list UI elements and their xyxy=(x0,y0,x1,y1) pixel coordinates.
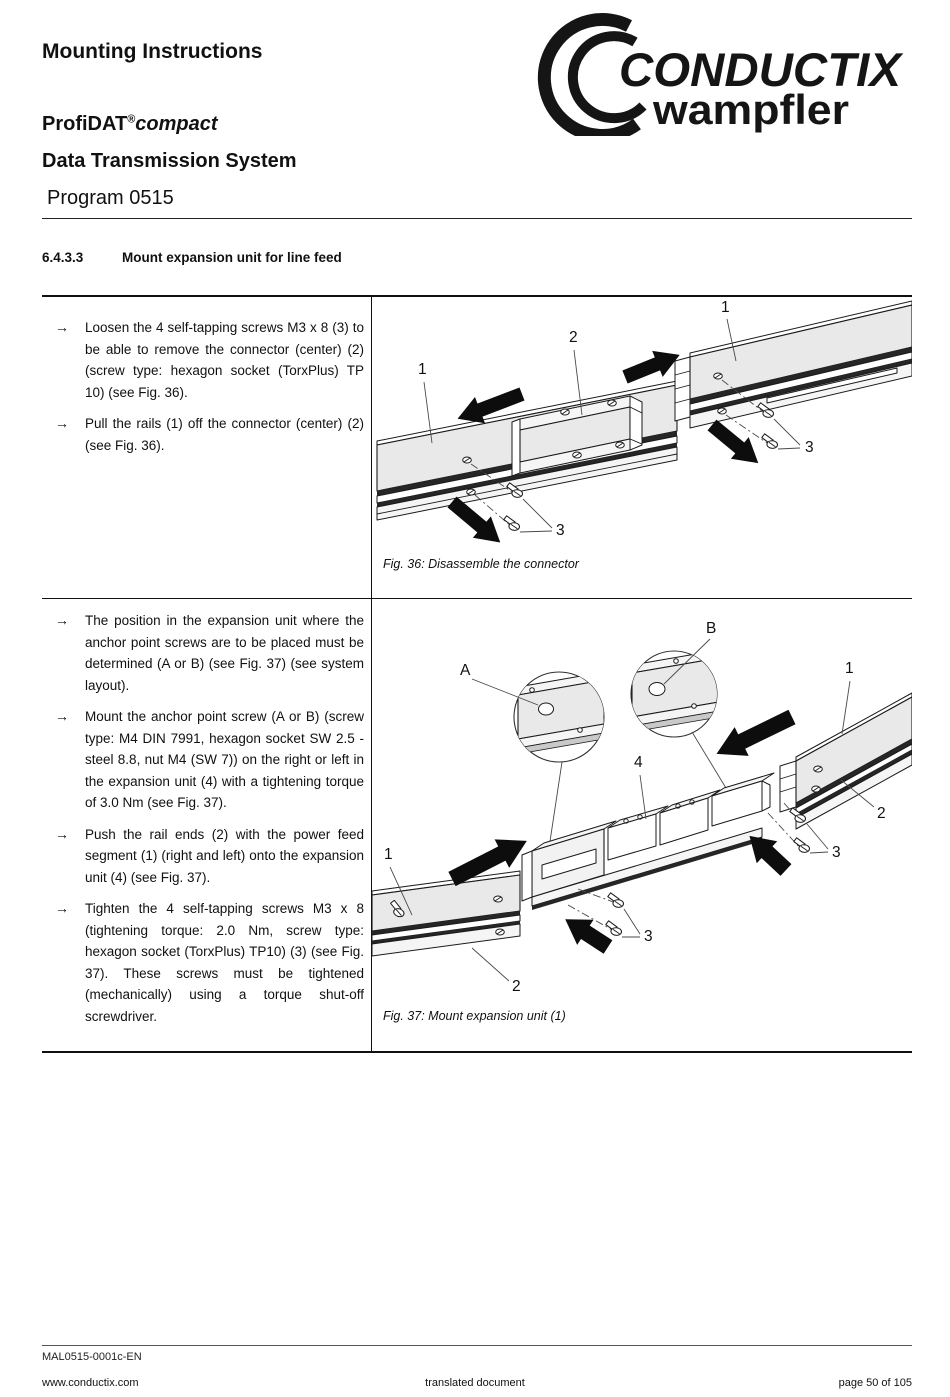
arrow-bullet-icon: → xyxy=(55,900,69,916)
fig36-label-rail-right: 1 xyxy=(721,299,730,316)
instruction-step xyxy=(55,824,364,889)
fig36-label-rail-left: 1 xyxy=(418,361,427,378)
instruction-table xyxy=(42,295,912,1053)
fig37-label-expansion-unit: 4 xyxy=(634,754,643,771)
instruction-cell-row2 xyxy=(42,599,372,1053)
fig37-label-rail-right-lower: 2 xyxy=(877,805,886,822)
step-text: Loosen the 4 self-tapping screws M3 x 8 (3) to be able to remove the connector (center) (2) (screw type: hexagon socket (TorxPlus) TP 10) (see Fig. 36). xyxy=(85,320,364,400)
fig36-label-screws-right: 3 xyxy=(805,439,814,456)
instruction-step xyxy=(55,317,364,403)
table-row xyxy=(42,297,912,599)
anchor-hole-b xyxy=(649,683,665,696)
step-text: Mount the anchor point screw (A or B) (screw type: M4 DIN 7991, hexagon socket SW 2.5 - steel 8.8, nut M4 (SW 7)) on the right or left in the expansion unit (4) with a tightening torque of 3.0 Nm (see Fig. 37). xyxy=(85,709,364,810)
anchor-hole-a xyxy=(539,703,554,715)
fig37-label-rail-left-lower: 2 xyxy=(512,978,521,995)
conductix-wampfler-logo xyxy=(533,12,911,136)
footer-website: www.conductix.com xyxy=(42,1377,139,1389)
fig37-label-detail-b: B xyxy=(706,620,717,637)
footer-page-number: page 50 of 105 xyxy=(838,1377,912,1389)
step-text: Push the rail ends (2) with the power feed segment (1) (right and left) onto the expansion unit (4) (see Fig. 37). xyxy=(85,826,364,885)
product-title xyxy=(42,113,218,136)
product-subtitle: Data Transmission System xyxy=(42,150,297,172)
table-row xyxy=(42,599,912,1053)
arrow-bullet-icon: → xyxy=(55,708,69,724)
registered-mark: ® xyxy=(127,113,136,126)
fig37-expansion-unit xyxy=(522,773,774,910)
fig36-label-screws-left: 3 xyxy=(556,522,565,539)
fig37-caption: Fig. 37: Mount expansion unit (1) xyxy=(383,1009,566,1023)
fig36-caption: Fig. 36: Disassemble the connector xyxy=(383,557,579,571)
fig37-label-detail-a: A xyxy=(460,662,471,679)
fig37-label-screws-bottom: 3 xyxy=(644,928,653,945)
step-text: Pull the rails (1) off the connector (center) (2) (see Fig. 36). xyxy=(85,416,364,453)
product-variant: compact xyxy=(135,113,218,135)
arrow-bullet-icon: → xyxy=(55,825,69,842)
fig37-right-rail xyxy=(780,693,912,829)
instruction-step xyxy=(55,898,364,1027)
fig37-label-screws-right: 3 xyxy=(832,844,841,861)
fig37-label-rail-right: 1 xyxy=(845,660,854,677)
fig36-illustration xyxy=(372,297,912,552)
footer-rule xyxy=(42,1345,912,1346)
doc-type-title: Mounting Instructions xyxy=(42,40,263,63)
section-title: Mount expansion unit for line feed xyxy=(122,250,342,265)
product-name: ProfiDAT xyxy=(42,113,128,135)
document-id: MAL0515-0001c-EN xyxy=(42,1351,142,1363)
arrow-bullet-icon: → xyxy=(55,415,69,431)
figure-cell-fig36 xyxy=(372,297,912,598)
screw-insert-arrow-bottom xyxy=(557,907,616,960)
figure-cell-fig37 xyxy=(372,599,912,1053)
fig37-illustration xyxy=(372,599,912,1004)
section-number: 6.4.3.3 xyxy=(42,250,84,265)
logo-brand-text: CONDUCTIX xyxy=(619,43,904,96)
instruction-step xyxy=(55,610,364,696)
header-rule xyxy=(42,218,912,219)
screw-hole xyxy=(467,489,476,495)
arrow-bullet-icon: → xyxy=(55,319,69,335)
fig36-label-connector: 2 xyxy=(569,329,578,346)
arrow-bullet-icon: → xyxy=(55,612,69,628)
fig37-label-rail-left: 1 xyxy=(384,846,393,863)
screw-hole xyxy=(463,457,472,463)
footer-translation-note: translated document xyxy=(425,1377,525,1389)
step-text: The position in the expansion unit where the anchor point screws are to be placed must be determined (A or B) (see Fig. 37) (see system layout). xyxy=(85,613,364,693)
instruction-step xyxy=(55,413,364,456)
step-text: Tighten the 4 self-tapping screws M3 x 8 (tightening torque: 2.0 Nm, screw type: hexagon socket (TorxPlus) TP10) (3) (see Fig. 37). These screws must be tightened (mechanically) using a torque shut-off screwdriver. xyxy=(85,901,364,1024)
logo-subbrand-text: wampfler xyxy=(651,86,849,133)
fig37-detail-circle-b xyxy=(631,650,729,793)
push-arrow-right xyxy=(709,703,799,769)
fig37-detail-circle-a xyxy=(514,672,604,848)
section-heading xyxy=(42,250,342,265)
program-number: Program 0515 xyxy=(47,187,174,209)
instruction-step xyxy=(55,706,364,814)
instruction-cell-row1 xyxy=(42,297,372,598)
fig37-left-rail xyxy=(372,871,520,956)
fig36-right-rail xyxy=(675,301,912,428)
